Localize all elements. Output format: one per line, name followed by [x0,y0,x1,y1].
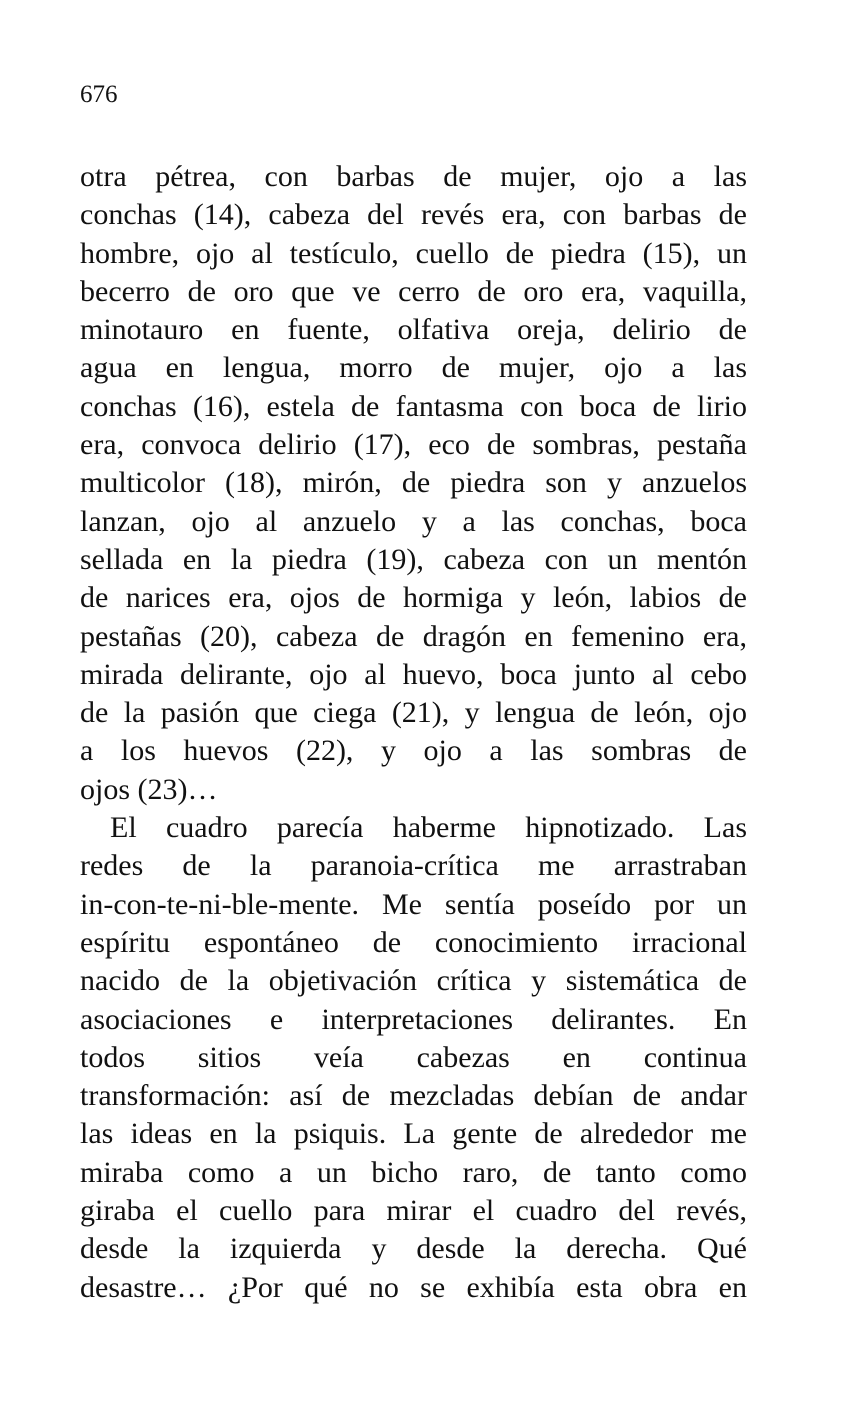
text-line: pestañas (20), cabeza de dragón en femenino era, [80,619,747,653]
text-line: otra pétrea, con barbas de mujer, ojo a las [80,160,747,193]
body-text [80,158,747,1307]
text-line: mirada delirante, ojo al huevo, boca junto al cebo [80,657,747,691]
page-number: 676 [80,81,118,108]
text-line: hombre, ojo al testículo, cuello de piedra (15), un [80,236,747,270]
text-line: sellada en la piedra (19), cabeza con un mentón [80,542,747,576]
text-line: ojos (23)… [80,772,218,806]
text-line: las ideas en la psiquis. La gente de alrededor me [80,1117,747,1151]
text-line: in-con-te-ni-ble-mente. Me sentía poseído por un [80,887,747,921]
paragraph [80,809,747,1307]
paragraph [80,158,747,809]
text-line: espíritu espontáneo de conocimiento irracional [80,925,747,959]
text-line: era, convoca delirio (17), eco de sombras, pestaña [80,428,747,462]
text-line: asociaciones e interpretaciones delirantes. En [80,1002,747,1036]
text-line: transformación: así de mezcladas debían de andar [80,1079,747,1113]
text-line: minotauro en fuente, olfativa oreja, delirio de [80,313,747,347]
text-line: becerro de oro que ve cerro de oro era, vaquilla, [80,274,747,308]
text-line: todos sitios veía cabezas en continua [80,1040,747,1074]
text-line: redes de la paranoia-crítica me arrastraban [80,849,747,883]
text-line: desastre… ¿Por qué no se exhibía esta obra en [80,1270,747,1304]
text-line: lanzan, ojo al anzuelo y a las conchas, boca [80,504,747,538]
text-line: multicolor (18), mirón, de piedra son y anzuelos [80,466,747,500]
text-line: miraba como a un bicho raro, de tanto como [80,1155,747,1189]
text-line: conchas (14), cabeza del revés era, con barbas de [80,198,747,232]
text-line: de narices era, ojos de hormiga y león, labios de [80,581,747,615]
text-line: a los huevos (22), y ojo a las sombras de [80,734,747,768]
text-line: agua en lengua, morro de mujer, ojo a las [80,351,747,385]
text-line: de la pasión que ciega (21), y lengua de león, ojo [80,696,747,730]
text-line: El cuadro parecía haberme hipnotizado. Las [110,811,747,845]
text-line: nacido de la objetivación crítica y sistemática de [80,964,747,998]
text-line: conchas (16), estela de fantasma con boca de lirio [80,389,747,423]
text-line: desde la izquierda y desde la derecha. Qué [80,1232,747,1266]
text-line: giraba el cuello para mirar el cuadro del revés, [80,1194,747,1228]
